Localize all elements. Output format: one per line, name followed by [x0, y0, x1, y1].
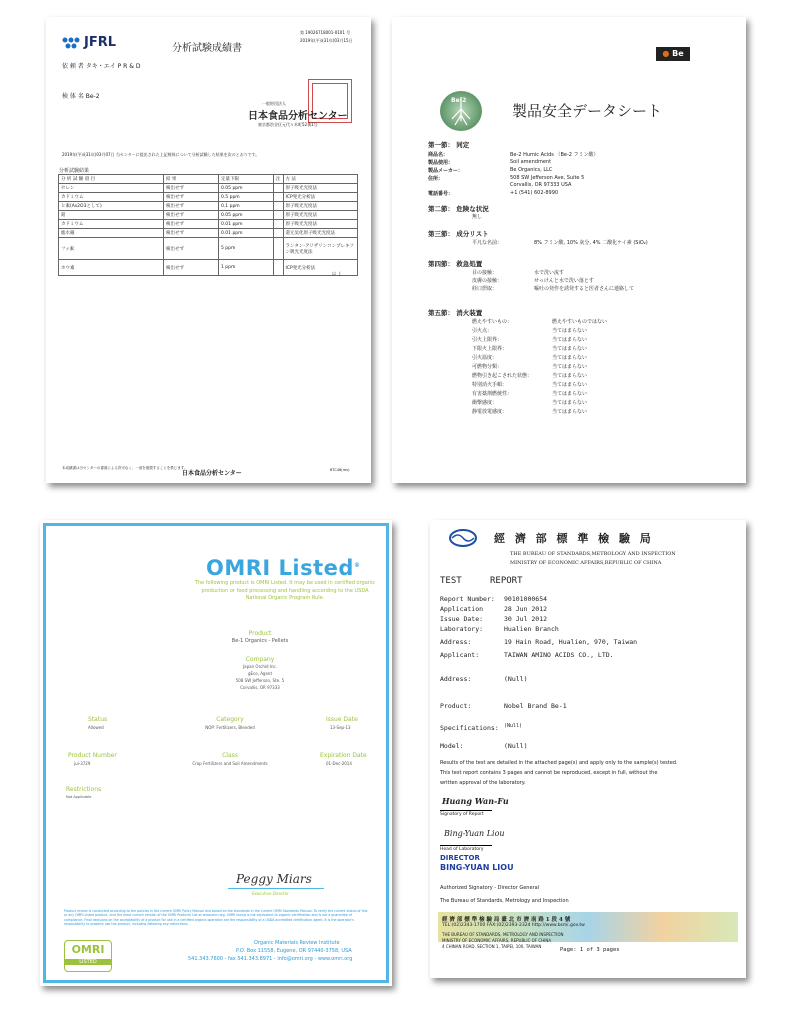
field-value: 当てはまらない [552, 364, 588, 370]
cell: カドミウム [59, 193, 164, 202]
cell: 原子吸光光度法 [283, 202, 358, 211]
omri-listed-logo [64, 940, 112, 972]
footer-tel: TEL:(02)2343-1700 FAX:(02)2393-2324 http://www.bsmi.gov.tw [442, 923, 585, 928]
jfrl-logo-icon [60, 36, 82, 50]
cell: ヒ素(As2O3として) [59, 202, 164, 211]
note-line-1: Results of the test are detailed in the attached page(s) and apply only to the sample(s) tested. [440, 760, 678, 766]
field-value: 508 SW Jefferson Ave, Suite 5 [510, 175, 585, 181]
class-value: Crop Fertilizers and Soil Amendments [192, 761, 268, 766]
table-row [59, 220, 358, 229]
cell [274, 211, 284, 220]
footer-en3: 4 CHINAN ROAD, SECTION 1, TAIPEI, 100, TAIWAN [442, 944, 542, 949]
results-heading: 分析試験結果 [59, 168, 90, 174]
doc1-date: 2019年(平成31年)03月15日 [300, 38, 353, 43]
bsmi-wave-icon [448, 528, 478, 548]
registered-mark: ® [353, 562, 361, 569]
cell: ランタン-アリザリンコンプレキソン吸光光度法 [283, 238, 358, 260]
field-value: Hualien Branch [504, 625, 559, 633]
org-small: 一般財団法人 [262, 101, 286, 106]
cell [274, 229, 284, 238]
field-label: 住所： [428, 176, 444, 182]
cell: 検出せず [164, 229, 219, 238]
class-label: Class [222, 752, 238, 759]
cell: 検出せず [164, 211, 219, 220]
note-line-3: written approval of the laboratory. [440, 780, 526, 786]
cell: 0.05 ppm [219, 184, 274, 193]
be-brand-logo [656, 47, 690, 61]
cell: 0.01 ppm [219, 229, 274, 238]
field-value: 水で洗い流す [534, 270, 565, 276]
signature-line [228, 888, 324, 889]
omri-contact: 541.343.7600 - fax 541.343.8971 - info@omri.org - www.omri.org [188, 956, 353, 962]
omri-listed-certificate [40, 520, 392, 986]
field-label: Laboratory: [440, 625, 484, 633]
section-5-heading: 第五節： 消火装置 [428, 309, 483, 317]
product-label: Product [248, 630, 272, 637]
table-row [59, 202, 358, 211]
authorized-signatory: Authorized Signatory - Director General [440, 885, 540, 891]
field-value: 燃えやすいものではない [552, 319, 608, 325]
product-number-value: jui-3729 [74, 761, 91, 766]
section-2-value: 無し [472, 214, 483, 220]
field-value: Be-2 Humic Acids （Be-2 フミン酸） [510, 152, 599, 158]
section-1-heading: 第一節： 同定 [428, 141, 470, 149]
bsmi-test-report [430, 520, 746, 978]
product-value: Nobel Brand Be-1 [504, 702, 567, 710]
field-value: 当てはまらない [552, 409, 588, 415]
field-label: 可燃物分類： [472, 364, 503, 370]
field-label: 目の接触： [472, 270, 498, 276]
jfrl-logo [60, 35, 82, 54]
omri-address: P.O. Box 11558, Eugene, OR 97440-3758, USA [236, 948, 352, 954]
field-label: 皮膚の接触： [472, 278, 503, 284]
note-line-2: This test report contains 3 pages and cannot be reproduced, except in full, without the [440, 770, 658, 776]
field-label: 経口摂取： [472, 286, 498, 292]
table-row [59, 238, 358, 260]
cell: 5 ppm [219, 238, 274, 260]
section-3-heading: 第三節： 成分リスト [428, 230, 489, 238]
expiration-label: Expiration Date [320, 752, 367, 759]
company-label: Company [245, 656, 275, 663]
status-label: Status [88, 716, 108, 723]
safety-data-sheet [392, 17, 746, 483]
footer-cn: 經 濟 部 標 準 檢 驗 局 臺 北 市 濟 南 路 1 段 4 號 [442, 917, 571, 923]
cell: ICP発光分析法 [283, 193, 358, 202]
cell: 0.05 ppm [219, 211, 274, 220]
executive-signature: Peggy Miars [236, 872, 312, 886]
address-label: Address: [440, 675, 472, 683]
cell: 総水銀 [59, 229, 164, 238]
be2-logo-text: Be-2 [451, 97, 467, 104]
field-label: 衝撃感度： [472, 400, 498, 406]
signatory-label: Signatory of Report [440, 812, 484, 817]
company-line: gEco, Agent [247, 671, 273, 676]
footer-en1: THE BUREAU OF STANDARDS, METROLOGY AND INSPECTION [442, 932, 564, 937]
org-address: 東京都渋谷区元代々木町52番1号 [258, 122, 318, 127]
specifications-value: (Null) [504, 723, 523, 729]
brand-mark-icon: ● [662, 49, 670, 58]
omri-fine-print: Product review is conducted according to the policies in the current OMRI Policy Manual and based on the standards in the current OMRI Standards Manual. To verify the current status of this or any OMRI Listed product, visit the most current version of the OMRI Products List at www.omri.org. OMRI listing is not equivalent to organic certification and is not a guarantee of compliance. Final decisions on the acceptability of a product for use in a certified organic operation are the responsibility of a USDA accredited certification agent. It is the operator's responsibility to properly use the product, including following any restrictions. [64, 909, 368, 927]
section-3-value: 8% フミン酸, 10% 灰分, 4% 二酸化ケイ素 (SiO₂) [534, 240, 648, 246]
address-value: (Null) [504, 675, 528, 683]
signatory-signature: Huang Wan-Fu [442, 796, 509, 806]
field-value: Corvallis, OR 97333 USA [510, 182, 572, 188]
section-2-heading: 第二節： 危険な状況 [428, 205, 489, 213]
cell: カドミウム [59, 220, 164, 229]
restrictions-value: Not Applicable [66, 795, 92, 799]
signature-line [440, 845, 492, 846]
field-label: 有害薬剤燃焼性： [472, 391, 513, 397]
cell: 検出せず [164, 238, 219, 260]
product-number-label: Product Number [68, 752, 117, 759]
doc1-requester: 依 頼 者 タキ・エイ P R & D [62, 63, 141, 70]
field-value: 当てはまらない [552, 346, 588, 352]
bsmi-title-en2: MINISTRY OF ECONOMIC AFFAIRS,REPUBLIC OF CHINA [510, 560, 662, 566]
field-label: 製品メーカー： [428, 168, 463, 174]
field-label: Applicant: [440, 651, 480, 659]
jfrl-analysis-certificate [46, 17, 371, 483]
report-label: REPORT [490, 576, 523, 586]
field-value: 30 Jul 2012 [504, 615, 548, 623]
jfrl-logo-text: JFRL [84, 35, 117, 50]
brand-text: Be [672, 49, 684, 58]
cell: ICP発光分析法 [283, 260, 358, 276]
field-value: Be Organics, LLC [510, 167, 553, 173]
cell: 検出せず [164, 184, 219, 193]
restrictions-label: Restrictions [66, 786, 102, 793]
omri-logo-text: OMRI [71, 943, 105, 956]
cell: 原子吸光光度法 [283, 211, 358, 220]
cell: 鉛 [59, 211, 164, 220]
bureau-name: The Bureau of Standards, Metrology and Inspection [440, 898, 569, 904]
cell: 1 ppm [219, 260, 274, 276]
cell: セレン [59, 184, 164, 193]
header-cell: 注 [274, 175, 284, 184]
cell [274, 202, 284, 211]
table-row [59, 193, 358, 202]
table-row [59, 260, 358, 276]
doc2-title: 製品安全データシート [512, 102, 663, 120]
field-value: 19 Hain Road, Hualien, 970, Taiwan [504, 638, 638, 646]
table-row [59, 211, 358, 220]
header-cell: 定量下限 [219, 175, 274, 184]
cell [274, 260, 284, 276]
field-value: TAIWAN AMINO ACIDS CO., LTD. [504, 651, 614, 659]
field-label: Address: [440, 638, 472, 646]
cell: 原子吸光光度法 [283, 184, 358, 193]
field-value: 当てはまらない [552, 337, 588, 343]
field-label: 引火温度： [472, 355, 498, 361]
category-label: Category [216, 716, 244, 723]
model-label: Model: [440, 742, 464, 750]
cell [274, 238, 284, 260]
field-label: Issue Date: [440, 615, 484, 623]
signature-line [440, 810, 492, 811]
footer-org: 日本食品分析センター [182, 470, 242, 477]
bsmi-title-en1: THE BUREAU OF STANDARDS,METROLOGY AND INSPECTION [510, 551, 676, 557]
cell: 還元気化原子吸光光度法 [283, 229, 358, 238]
doc1-sample: 検 体 名 Be-2 [62, 93, 100, 100]
cell: 0.5 ppm [219, 193, 274, 202]
field-label: 静電放電感度： [472, 409, 508, 415]
cell: 検出せず [164, 193, 219, 202]
field-label: 電話番号： [428, 191, 454, 197]
footer-note: 本成績書は当センターの書面による許可なく、一部を複製することを禁じます。 [62, 466, 188, 470]
doc1-ref-no: 第 19026718001-0101 号 [300, 30, 351, 35]
field-value: 当てはまらない [552, 328, 588, 334]
field-value: 嘔吐の発作を誘発すると医者さんに連絡して [534, 286, 635, 292]
bsmi-title-cn: 經 濟 部 標 準 檢 驗 局 [494, 532, 654, 545]
expiration-value: 01-Dec-2014 [326, 761, 352, 766]
field-label: 引火上限界： [472, 337, 503, 343]
cell: 検出せず [164, 202, 219, 211]
header-cell: 分 析 試 験 項 目 [59, 175, 164, 184]
cell: 0.1 ppm [219, 202, 274, 211]
omri-title-text: OMRI Listed [206, 556, 354, 580]
field-value: 90101000654 [504, 595, 548, 603]
head-label: Head of Laboratory [440, 847, 484, 852]
cell [274, 184, 284, 193]
field-value: Soil amendment [510, 159, 552, 165]
doc1-title: 分析試験成績書 [172, 43, 242, 54]
field-value: せっけんと水で洗い落とす [534, 278, 594, 284]
footer-code: BTC46(rev) [330, 468, 350, 472]
product-value: Be-1 Organics - Pellets [231, 638, 289, 644]
header-cell: 方 法 [283, 175, 358, 184]
field-value: 当てはまらない [552, 355, 588, 361]
issue-value: 13-Sep-13 [330, 725, 351, 730]
omri-logo-sub: LISTED [65, 959, 111, 965]
omri-title [206, 556, 360, 580]
test-label: TEST [440, 576, 462, 586]
field-label: Application [440, 605, 484, 613]
head-signature: Bing-Yuan Liou [444, 829, 505, 838]
cell: 検出せず [164, 260, 219, 276]
field-value: +1 (541) 602-8990 [510, 190, 559, 196]
header-cell: 結 果 [164, 175, 219, 184]
field-label: 引火点： [472, 328, 493, 334]
cell: 0.01 ppm [219, 220, 274, 229]
cell: ホウ素 [59, 260, 164, 276]
company-line: Corvallis, OR 97333 [240, 685, 280, 690]
cell [274, 193, 284, 202]
company-line: 508 SW Jefferson, Ste. 5 [235, 678, 285, 683]
cell [274, 220, 284, 229]
field-label: 製品使用： [428, 160, 454, 166]
omri-intro: The following product is OMRI Listed. It may be used in certified organic production or food processing and handling according to the USDA National Organic Program Rule. [194, 580, 376, 601]
doc1-intro: 2019年(平成31年)03月07日 当センターに提出された上記検体について分析試験した結果を次のとおりです。 [62, 152, 260, 157]
product-label: Product: [440, 702, 472, 710]
issue-label: Issue Date [326, 716, 358, 723]
table-header [59, 175, 358, 184]
omri-org: Organic Materials Review Institute [254, 940, 340, 946]
status-value: Allowed [88, 725, 104, 730]
results-table [58, 174, 358, 276]
field-label: 特別消火手順： [472, 382, 508, 388]
page-number: Page: 1 of 3 pages [560, 947, 620, 953]
director-name-stamp: BING-YUAN LIOU [440, 863, 514, 872]
field-value: 当てはまらない [552, 382, 588, 388]
field-label: Report Number: [440, 595, 495, 603]
category-value: NOP: Fertilizers, Blended [205, 725, 255, 730]
table-row [59, 229, 358, 238]
field-value: 当てはまらない [552, 400, 588, 406]
model-value: (Null) [504, 742, 528, 750]
field-label: 燃えやすいもの： [472, 319, 513, 325]
cell: フッ素 [59, 238, 164, 260]
director-stamp: DIRECTOR [440, 854, 480, 862]
section-3-label: 平凡な名前： [472, 240, 503, 246]
field-value: 28 Jun 2012 [504, 605, 548, 613]
executive-director-label: Executive Director [252, 891, 289, 896]
field-value: 当てはまらない [552, 373, 588, 379]
bsmi-logo [448, 528, 474, 546]
cell: 検出せず [164, 220, 219, 229]
field-label: 燃物引き起こされた状態： [472, 373, 533, 379]
section-4-heading: 第四節： 救急処置 [428, 260, 483, 268]
table-row [59, 184, 358, 193]
field-label: 商品名： [428, 152, 449, 158]
specifications-label: Specifications: [440, 724, 499, 732]
footer-en2: MINISTRY OF ECONOMIC AFFAIRS, REPUBLIC OF CHINA [442, 938, 552, 943]
org-name: 日本食品分析センター [248, 111, 348, 122]
cell: 原子吸光光度法 [283, 220, 358, 229]
end-mark: 以 上 [332, 271, 342, 276]
field-label: 下限火上限界： [472, 346, 508, 352]
field-value: 当てはまらない [552, 391, 588, 397]
company-line: Japan Orchid Inc. [243, 664, 277, 669]
